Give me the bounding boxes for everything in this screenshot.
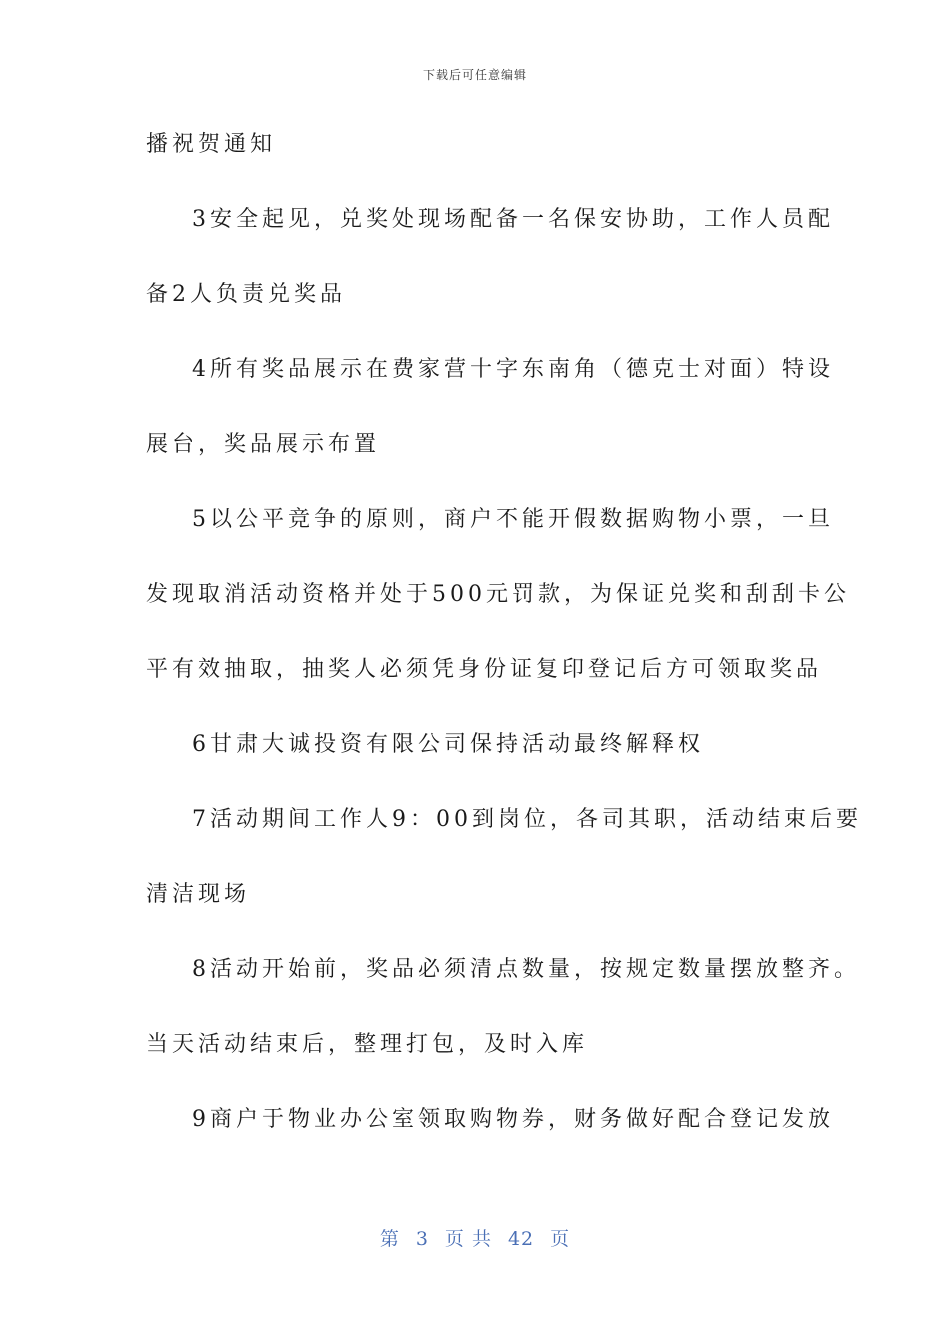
text-line: 5以公平竞争的原则，商户不能开假数据购物小票，一旦 (192, 507, 834, 532)
current-page-number: 3 (415, 1228, 429, 1250)
text-line: 7活动期间工作人9：00到岗位，各司其职，活动结束后要 (192, 807, 862, 832)
text-line: 8活动开始前，奖品必须清点数量，按规定数量摆放整齐。 (192, 957, 860, 982)
text-line: 6甘肃大诚投资有限公司保持活动最终解释权 (192, 732, 704, 757)
page-number-footer (0, 1224, 950, 1251)
text-line: 当天活动结束后，整理打包，及时入库 (146, 1032, 589, 1057)
page-middle: 页 共 (444, 1228, 492, 1250)
text-line: 平有效抽取，抽奖人必须凭身份证复印登记后方可领取奖品 (146, 657, 823, 682)
text-line: 3安全起见，兑奖处现场配备一名保安协助，工作人员配 (192, 207, 834, 232)
text-line: 9商户于物业办公室领取购物券，财务做好配合登记发放 (192, 1107, 834, 1132)
document-body (146, 126, 862, 1176)
text-line: 发现取消活动资格并处于500元罚款，为保证兑奖和刮刮卡公 (146, 582, 850, 607)
download-editable-note: 下载后可任意编辑 (422, 68, 527, 82)
text-line: 4所有奖品展示在费家营十字东南角（德克士对面）特设 (192, 357, 834, 382)
total-page-count: 42 (507, 1228, 535, 1250)
text-line: 展台，奖品展示布置 (146, 432, 381, 457)
text-line: 播祝贺通知 (146, 132, 277, 157)
text-line: 清洁现场 (146, 882, 251, 907)
page-prefix: 第 (379, 1228, 400, 1250)
text-line: 备2人负责兑奖品 (146, 282, 346, 307)
page-suffix: 页 (550, 1228, 571, 1250)
